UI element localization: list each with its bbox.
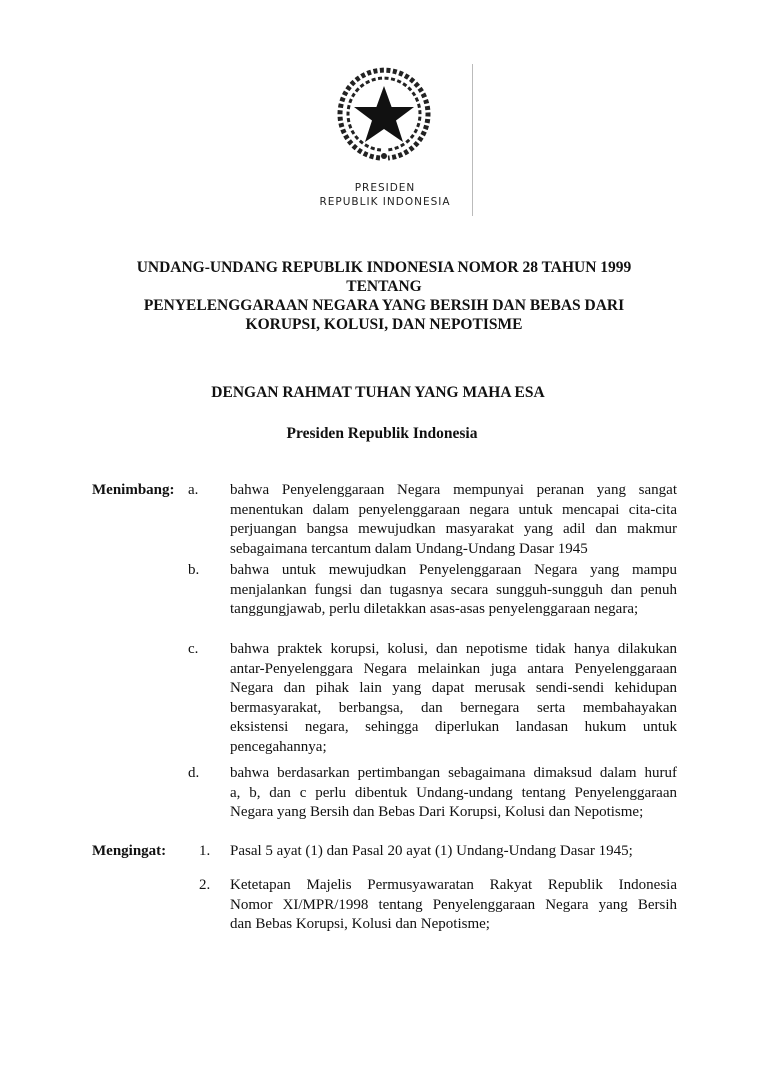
- text-line: bahwa praktek korupsi, kolusi, dan nepotisme tidak hanya dilakukan: [230, 641, 677, 657]
- text-line: Negara yang Bersih dan Bebas Dari Korupsi, Kolusi dan Nepotisme;: [230, 804, 644, 821]
- menimbang-item-marker: a.: [188, 482, 199, 498]
- text-line: Pasal 5 ayat (1) dan Pasal 20 ayat (1) Undang-Undang Dasar 1945;: [230, 843, 633, 859]
- text-line: sebagaimana tercantum dalam Undang-Undang Dasar 1945: [230, 540, 588, 557]
- invocation: DENGAN RAHMAT TUHAN YANG MAHA ESA: [211, 384, 545, 401]
- title-line: UNDANG-UNDANG REPUBLIK INDONESIA NOMOR 28 TAHUN 1999: [136, 259, 632, 276]
- text-line: Nomor XI/MPR/1998 tentang Penyelenggaraan Negara yang Bersih: [230, 896, 677, 913]
- text-line: menentukan dalam penyelenggaraan negara untuk mencapai cita-cita: [230, 501, 677, 518]
- menimbang-item-marker: c.: [188, 641, 199, 657]
- text-line: bahwa berdasarkan pertimbangan sebagaimana dimaksud dalam huruf: [230, 765, 677, 781]
- text-line: dan Bebas Korupsi, Kolusi dan Nepotisme;: [230, 916, 490, 933]
- menimbang-item-text: [230, 764, 677, 823]
- menimbang-item-marker: d.: [188, 765, 200, 781]
- menimbang-item-text: [230, 640, 677, 758]
- text-line: pencegahannya;: [230, 738, 327, 755]
- text-line: perjuangan bangsa mewujudkan masyarakat yang adil dan makmur: [230, 521, 677, 538]
- text-line: eksistensi negara, sehingga diperlukan landasan hukum untuk: [230, 719, 677, 736]
- menimbang-item-text: [230, 481, 677, 559]
- title-line: KORUPSI, KOLUSI, DAN NEPOTISME: [245, 316, 523, 333]
- text-line: bahwa Penyelenggaraan Negara mempunyai peranan yang sangat: [230, 482, 677, 498]
- star-wreath-icon: [334, 66, 434, 164]
- text-line: a, b, dan c perlu dibentuk Undang-undang tentang Penyelenggaraan: [230, 784, 677, 801]
- mengingat-item-marker: 1.: [199, 843, 211, 859]
- logo-text-presiden: PRESIDEN: [354, 182, 416, 194]
- title-line: TENTANG: [346, 278, 422, 295]
- mengingat-item-marker: 2.: [199, 877, 211, 893]
- document-title: [60, 258, 708, 334]
- menimbang-item-text: [230, 561, 677, 620]
- divider: [472, 64, 473, 216]
- mengingat-item-text: [230, 842, 677, 862]
- text-line: tanggungjawab, perlu diletakkan asas-asas penyelenggaraan negara;: [230, 601, 639, 618]
- text-line: antar-Penyelenggara Negara melainkan juga antara Penyelenggaraan: [230, 660, 677, 677]
- text-line: bahwa untuk mewujudkan Penyelenggaraan Negara yang mampu: [230, 562, 677, 578]
- mengingat-label: Mengingat:: [92, 843, 167, 859]
- text-line: bermasyarakat, berbangsa, dan bernegara serta membahayakan: [230, 699, 677, 716]
- title-line: PENYELENGGARAAN NEGARA YANG BERSIH DAN BEBAS DARI: [143, 297, 625, 314]
- mengingat-item-text: [230, 876, 677, 935]
- menimbang-item-marker: b.: [188, 562, 200, 578]
- text-line: Negara dan pihak lain yang dapat merusak sendi-sendi kehidupan: [230, 680, 677, 697]
- logo-text-republik-indonesia: REPUBLIK INDONESIA: [319, 196, 451, 208]
- text-line: menjalankan fungsi dan tugasnya secara sungguh-sungguh dan penuh: [230, 581, 677, 598]
- menimbang-label: Menimbang:: [92, 482, 175, 498]
- president-heading: Presiden Republik Indonesia: [286, 425, 478, 442]
- presidential-seal-logo: [298, 58, 476, 218]
- text-line: Ketetapan Majelis Permusyawaratan Rakyat Republik Indonesia: [230, 877, 677, 893]
